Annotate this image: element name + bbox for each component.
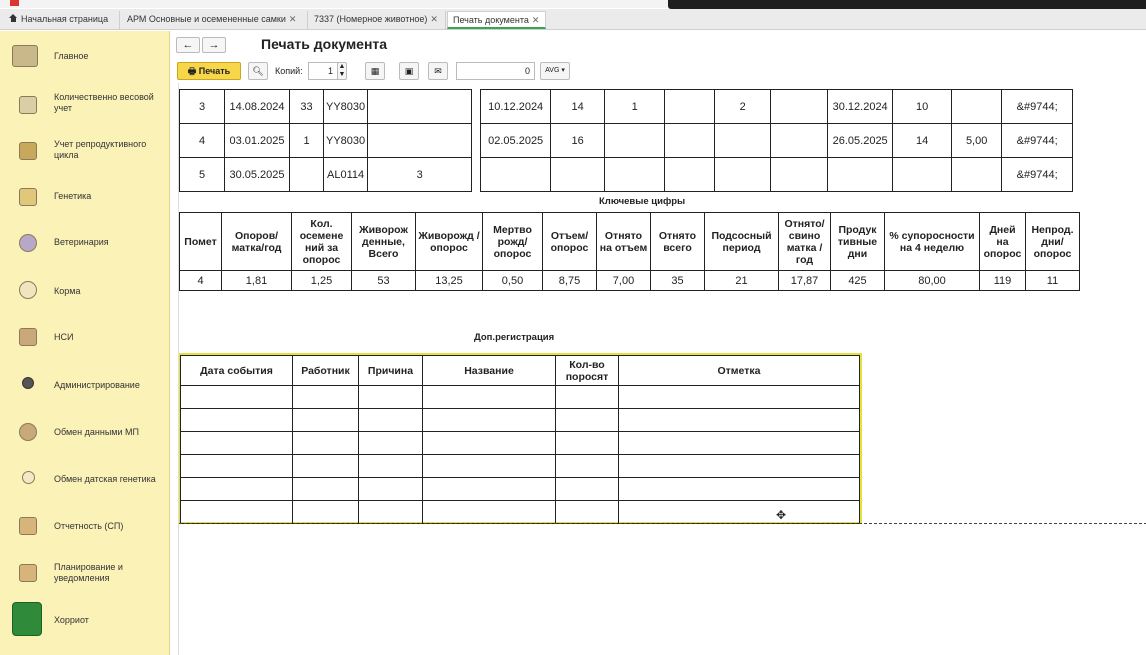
table-cell[interactable] [293, 501, 359, 524]
table-cell[interactable] [423, 501, 556, 524]
table-cell[interactable] [556, 409, 619, 432]
page-break-line [179, 523, 1146, 524]
table-cell [952, 158, 1002, 192]
column-header: Продук тивные дни [831, 213, 885, 271]
table-row [181, 432, 860, 455]
table-cell: 21 [705, 271, 779, 291]
table-cell[interactable] [359, 386, 423, 409]
table-cell [665, 124, 715, 158]
table-cell [665, 90, 715, 124]
table-cell: 1 [605, 90, 665, 124]
table-cell[interactable] [619, 501, 860, 524]
table-cell [828, 158, 893, 192]
column-header: Дней на опорос [980, 213, 1026, 271]
table-cell[interactable] [293, 386, 359, 409]
table-cell: 1 [290, 124, 324, 158]
table-cell: 425 [831, 271, 885, 291]
key-figures-title: Ключевые цифры [599, 196, 686, 207]
column-gap [472, 158, 481, 192]
sidebar-item-main[interactable]: Главное [0, 37, 170, 77]
close-icon[interactable]: ✕ [288, 14, 297, 24]
column-header: Отнято всего [651, 213, 705, 271]
table-cell[interactable] [181, 455, 293, 478]
table-cell: 10.12.2024 [481, 90, 551, 124]
table-cell[interactable] [619, 386, 860, 409]
column-header: Помет [180, 213, 222, 271]
table-cell[interactable] [423, 478, 556, 501]
forward-button[interactable]: → [202, 37, 226, 53]
table-cell: 8,75 [543, 271, 597, 291]
key-figures-table [179, 212, 1080, 291]
copies-input[interactable]: 1 [308, 62, 338, 80]
gear-icon [22, 377, 34, 389]
table-cell[interactable] [619, 455, 860, 478]
extra-registration-table [180, 355, 860, 524]
table-row [181, 409, 860, 432]
column-header: Непрод. дни/ опорос [1026, 213, 1080, 271]
table-cell: 14 [551, 90, 605, 124]
table-cell: 17,87 [779, 271, 831, 291]
back-button[interactable]: ← [176, 37, 200, 53]
table-cell: 4 [180, 124, 225, 158]
table-cell: YY8030 [324, 90, 368, 124]
reference-book-icon [19, 328, 37, 346]
table-cell [715, 124, 771, 158]
sidebar-item-genetics[interactable]: Генетика [0, 179, 170, 219]
table-cell [893, 158, 952, 192]
table-cell[interactable] [423, 409, 556, 432]
table-cell: 1,81 [222, 271, 292, 291]
column-header: % супоросности на 4 неделю [885, 213, 980, 271]
table-cell [771, 90, 828, 124]
recording-overlay-bar [668, 0, 1146, 9]
sidebar-item-danish-genetics[interactable]: Обмен датская генетика [0, 461, 170, 501]
table-cell: 35 [651, 271, 705, 291]
scales-icon [19, 96, 37, 114]
column-header: Живорож денные, Всего [352, 213, 416, 271]
extra-registration-title: Доп.регистрация [474, 332, 555, 343]
table-cell [551, 158, 605, 192]
table-cell [952, 90, 1002, 124]
table-cell: 03.01.2025 [225, 124, 290, 158]
table-cell [368, 90, 472, 124]
sidebar-item-veterinary[interactable]: Ветеринария [0, 225, 170, 265]
table-cell: 53 [352, 271, 416, 291]
table-cell: 2 [715, 90, 771, 124]
data-exchange-icon [19, 423, 37, 441]
table-cell [771, 158, 828, 192]
table-cell[interactable] [293, 478, 359, 501]
sum-field[interactable]: 0 [456, 62, 535, 80]
app-menu-icon[interactable] [10, 0, 19, 6]
table-row [181, 501, 860, 524]
copies-stepper[interactable]: ▲ ▼ [338, 63, 346, 78]
events-table [179, 89, 1073, 192]
table-row [181, 478, 860, 501]
sidebar-item-reporting[interactable]: Отчетность (СП) [0, 508, 170, 548]
table-cell [715, 158, 771, 192]
tab-home[interactable]: Начальная страница [4, 11, 120, 29]
table-cell[interactable] [423, 432, 556, 455]
table-cell [665, 158, 715, 192]
column-header: Название [423, 356, 556, 386]
tab-arm-sows[interactable]: АРМ Основные и осемененные самки ✕ [122, 11, 308, 29]
table-row [180, 124, 1073, 158]
sidebar [0, 31, 170, 655]
floppy-icon: ▣ [404, 66, 414, 76]
column-header: Кол-во поросят [556, 356, 619, 386]
column-gap [472, 124, 481, 158]
table-cell [605, 124, 665, 158]
table-cell[interactable] [556, 478, 619, 501]
dna-icon [19, 188, 37, 206]
column-header: Отнято на отъем [597, 213, 651, 271]
magnifier-icon: 🔍︎ [252, 66, 264, 76]
close-icon[interactable]: ✕ [430, 14, 438, 24]
column-header: Подсосный период [705, 213, 779, 271]
sidebar-item-planning[interactable]: Планирование и уведомления [0, 555, 170, 595]
tab-print-document[interactable]: Печать документа ✕ [447, 11, 546, 29]
table-cell [771, 124, 828, 158]
table-row [180, 158, 1073, 192]
table-cell[interactable] [619, 432, 860, 455]
table-cell: 11 [1026, 271, 1080, 291]
table-cell[interactable] [556, 501, 619, 524]
danish-genetics-icon [22, 471, 35, 484]
print-button[interactable]: 🖶 Печать [177, 62, 241, 80]
sidebar-item-weight-accounting[interactable]: Количественно весовой учет [0, 87, 170, 127]
column-header: Опоров/ матка/год [222, 213, 292, 271]
aggregate-function-dropdown[interactable]: AVG ▾ [540, 62, 570, 80]
table-cell[interactable] [556, 386, 619, 409]
column-gap [472, 90, 481, 124]
page-settings-button[interactable] [365, 62, 385, 80]
column-header: Причина [359, 356, 423, 386]
table-cell: 16 [551, 124, 605, 158]
column-header: Отнято/ свино матка /год [779, 213, 831, 271]
table-cell[interactable] [619, 409, 860, 432]
table-cell: 02.05.2025 [481, 124, 551, 158]
table-cell: 1,25 [292, 271, 352, 291]
main-content [171, 31, 1146, 655]
table-cell[interactable] [556, 455, 619, 478]
table-cell[interactable] [359, 501, 423, 524]
table-cell: 30.12.2024 [828, 90, 893, 124]
table-cell: 3 [180, 90, 225, 124]
column-header: Кол. осемене ний за опорос [292, 213, 352, 271]
send-email-button[interactable] [428, 62, 448, 80]
table-cell: &#9744; [1002, 90, 1073, 124]
close-icon[interactable]: ✕ [531, 15, 540, 25]
report-icon [19, 517, 37, 535]
sidebar-item-data-exchange[interactable]: Обмен данными МП [0, 414, 170, 454]
horriot-logo-icon [12, 602, 42, 636]
column-header: Дата события [181, 356, 293, 386]
table-cell: 119 [980, 271, 1026, 291]
column-header: Живорожд /опорос [416, 213, 483, 271]
table-cell [605, 158, 665, 192]
page-title: Печать документа [261, 36, 388, 52]
table-cell: 5 [180, 158, 225, 192]
tab-bar [0, 9, 1146, 30]
table-cell: 3 [368, 158, 472, 192]
table-cell[interactable] [359, 455, 423, 478]
table-cell[interactable] [181, 432, 293, 455]
copies-label: Копий: [275, 66, 303, 76]
notebook-icon [19, 142, 37, 160]
table-cell: AL0114 [324, 158, 368, 192]
table-cell [368, 124, 472, 158]
table-cell[interactable] [359, 409, 423, 432]
table-cell [290, 158, 324, 192]
sidebar-item-horriot[interactable]: Хорриот [0, 601, 170, 641]
column-header: Работник [293, 356, 359, 386]
table-cell: &#9744; [1002, 124, 1073, 158]
table-cell: 10 [893, 90, 952, 124]
home-desk-icon [12, 45, 38, 67]
table-row [180, 90, 1073, 124]
table-cell: 26.05.2025 [828, 124, 893, 158]
table-cell: 5,00 [952, 124, 1002, 158]
table-cell[interactable] [619, 478, 860, 501]
table-cell: 7,00 [597, 271, 651, 291]
home-icon [9, 14, 18, 22]
table-cell[interactable] [359, 478, 423, 501]
preview-button[interactable] [248, 62, 268, 80]
sidebar-item-feed[interactable]: Корма [0, 272, 170, 312]
column-header: Отъем/ опорос [543, 213, 597, 271]
table-cell[interactable] [181, 501, 293, 524]
sidebar-item-administration[interactable]: Администрирование [0, 367, 170, 407]
envelope-icon: ✉ [434, 66, 442, 76]
sidebar-item-nsi[interactable]: НСИ [0, 319, 170, 359]
table-cell[interactable] [293, 409, 359, 432]
table-cell: 33 [290, 90, 324, 124]
table-cell: 4 [180, 271, 222, 291]
table-cell: 0,50 [483, 271, 543, 291]
table-row [181, 455, 860, 478]
column-header: Мертво рожд/ опорос [483, 213, 543, 271]
table-cell[interactable] [293, 432, 359, 455]
table-cell: 80,00 [885, 271, 980, 291]
table-cell[interactable] [556, 432, 619, 455]
table-cell [481, 158, 551, 192]
save-button[interactable] [399, 62, 419, 80]
printer-icon: 🖶 [187, 66, 197, 76]
feed-icon [19, 281, 37, 299]
veterinary-icon [19, 234, 37, 252]
column-header: Отметка [619, 356, 860, 386]
table-cell[interactable] [181, 386, 293, 409]
toolbar [171, 60, 1146, 82]
table-cell: 14 [893, 124, 952, 158]
table-settings-icon: ▦ [370, 66, 380, 76]
table-cell[interactable] [181, 478, 293, 501]
move-cursor-icon: ✥ [776, 508, 787, 522]
document-preview[interactable] [178, 83, 1146, 655]
table-cell: 13,25 [416, 271, 483, 291]
table-cell[interactable] [293, 455, 359, 478]
table-cell: 30.05.2025 [225, 158, 290, 192]
table-cell: &#9744; [1002, 158, 1073, 192]
table-row [181, 386, 860, 409]
table-cell[interactable] [359, 432, 423, 455]
table-cell[interactable] [181, 409, 293, 432]
table-cell: YY8030 [324, 124, 368, 158]
table-cell[interactable] [423, 455, 556, 478]
table-cell[interactable] [423, 386, 556, 409]
table-cell: 14.08.2024 [225, 90, 290, 124]
sidebar-item-reproductive-cycle[interactable]: Учет репродуктивного цикла [0, 133, 170, 173]
tab-animal-7337[interactable]: 7337 (Номерное животное) ✕ [309, 11, 446, 29]
calendar-icon [19, 564, 37, 582]
